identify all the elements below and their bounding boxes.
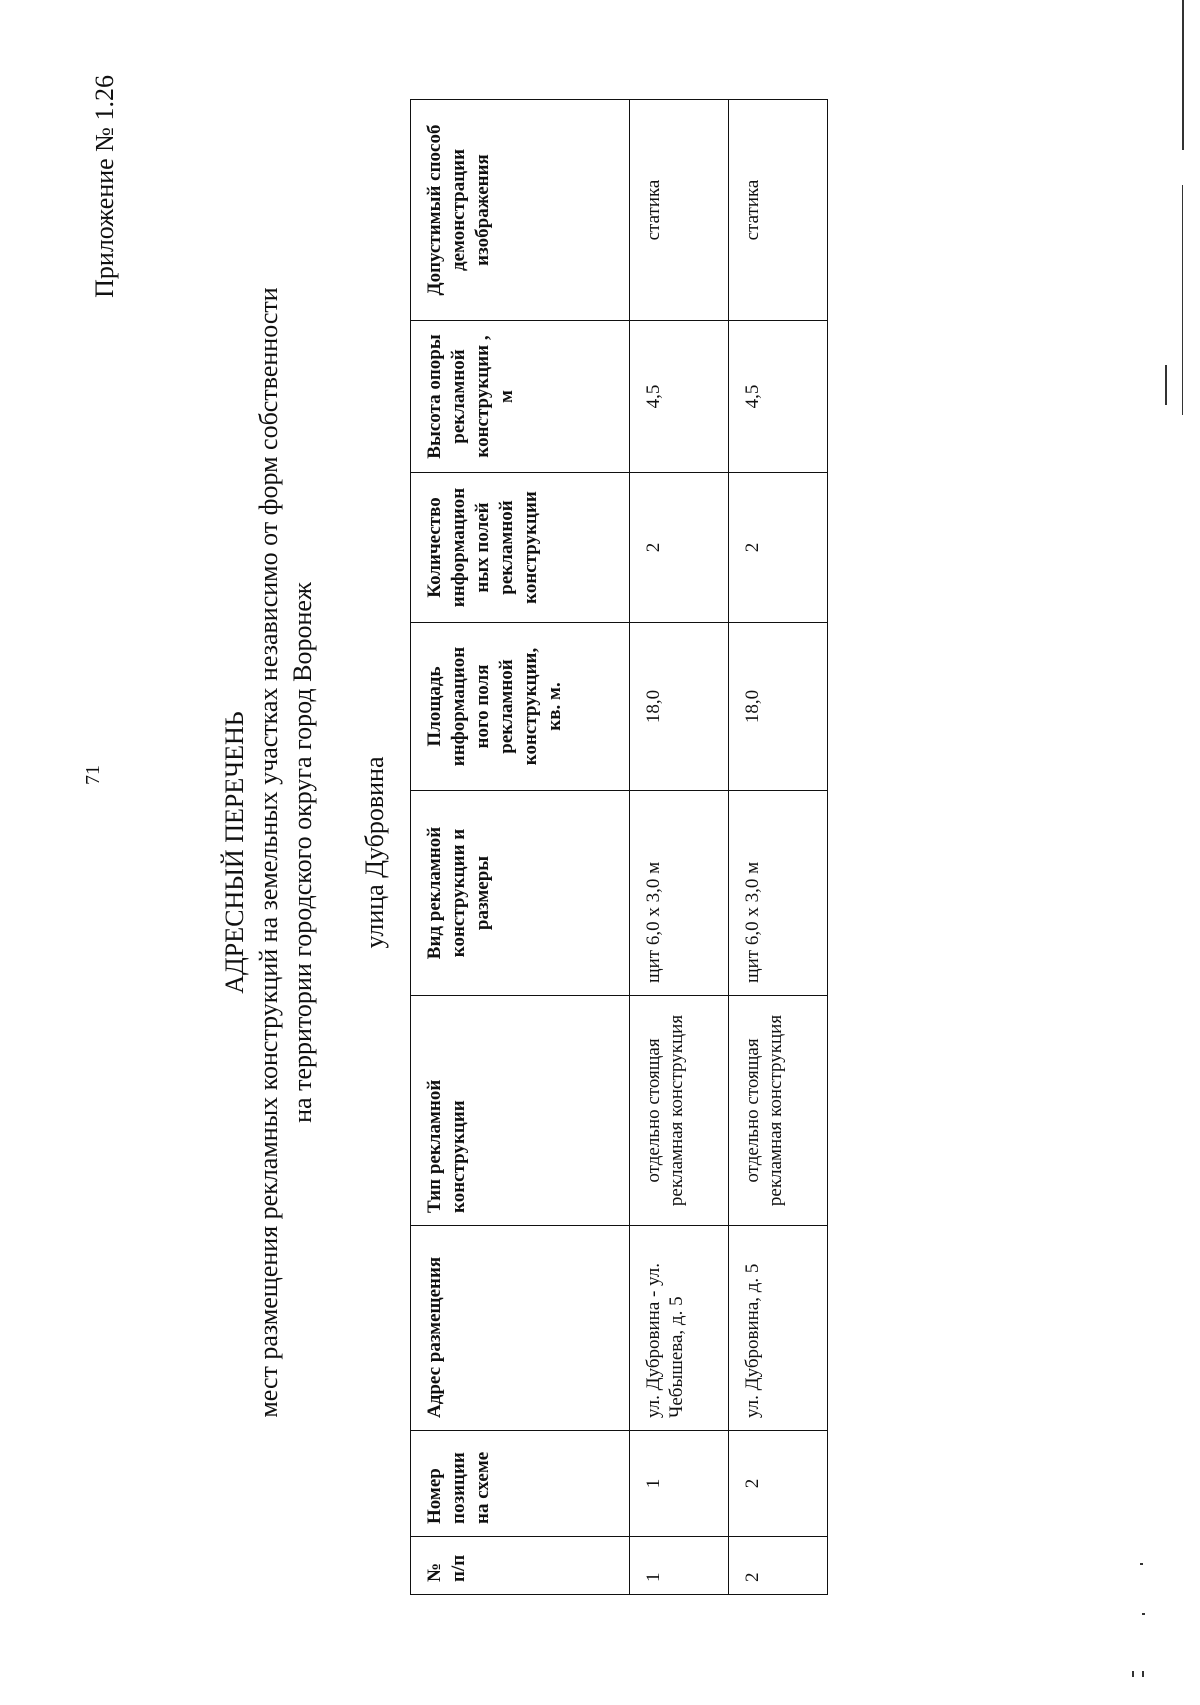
cell-structure-kind-size: щит 6,0 х 3,0 м [729,791,828,996]
header-structure-kind-size: Вид рекламной конструкции и размеры [411,791,630,996]
document-heading: АДРЕСНЫЙ ПЕРЕЧЕНЬ [220,711,249,994]
cell-address: ул. Дубровина, д. 5 [729,1226,828,1431]
table-row [729,100,828,1595]
header-row-index: № п/п [411,1537,630,1595]
cell-structure-kind-size: щит 6,0 х 3,0 м [630,791,729,996]
cell-info-field-count: 2 [729,473,828,623]
header-info-field-count: Количество информацион ных полей рекламной конструкции [411,473,630,623]
cell-info-field-area: 18,0 [630,623,729,791]
header-info-field-area: Площадь информацион ного поля рекламной конструкции, кв. м. [411,623,630,791]
cell-structure-type: отдельно стоящая рекламная конструкция [729,996,828,1226]
page-number: 71 [82,765,104,785]
advertising-structures-table [410,99,828,1595]
document-subtitle-line-2: на территории городского округа город Воронеж [288,582,317,1123]
appendix-label: Приложение № 1.26 [90,75,119,298]
cell-address: ул. Дубровина - ул. Чебышева, д. 5 [630,1226,729,1431]
cell-display-method: статика [729,100,828,321]
cell-support-height: 4,5 [630,321,729,473]
street-name: улица Дубровина [360,756,389,949]
header-structure-type: Тип рекламной конструкции [411,996,630,1226]
table-header-row [411,100,630,1595]
header-position-number: Номер позиции на схеме [411,1431,630,1537]
cell-position-number: 2 [729,1431,828,1537]
cell-display-method: статика [630,100,729,321]
cell-row-index: 2 [729,1537,828,1595]
cell-position-number: 1 [630,1431,729,1537]
title-block [218,150,392,1555]
header-support-height: Высота опоры рекламной конструкции , м [411,321,630,473]
cell-structure-type: отдельно стоящая рекламная конструкция [630,996,729,1226]
header-address: Адрес размещения [411,1226,630,1431]
header-display-method: Допустимый способ демонстрации изображения [411,100,630,321]
cell-row-index: 1 [630,1537,729,1595]
cell-info-field-area: 18,0 [729,623,828,791]
cell-info-field-count: 2 [630,473,729,623]
document-subtitle-line-1: мест размещения рекламных конструкций на земельных участках независимо от форм собственности [254,287,283,1418]
table-row [630,100,729,1595]
cell-support-height: 4,5 [729,321,828,473]
